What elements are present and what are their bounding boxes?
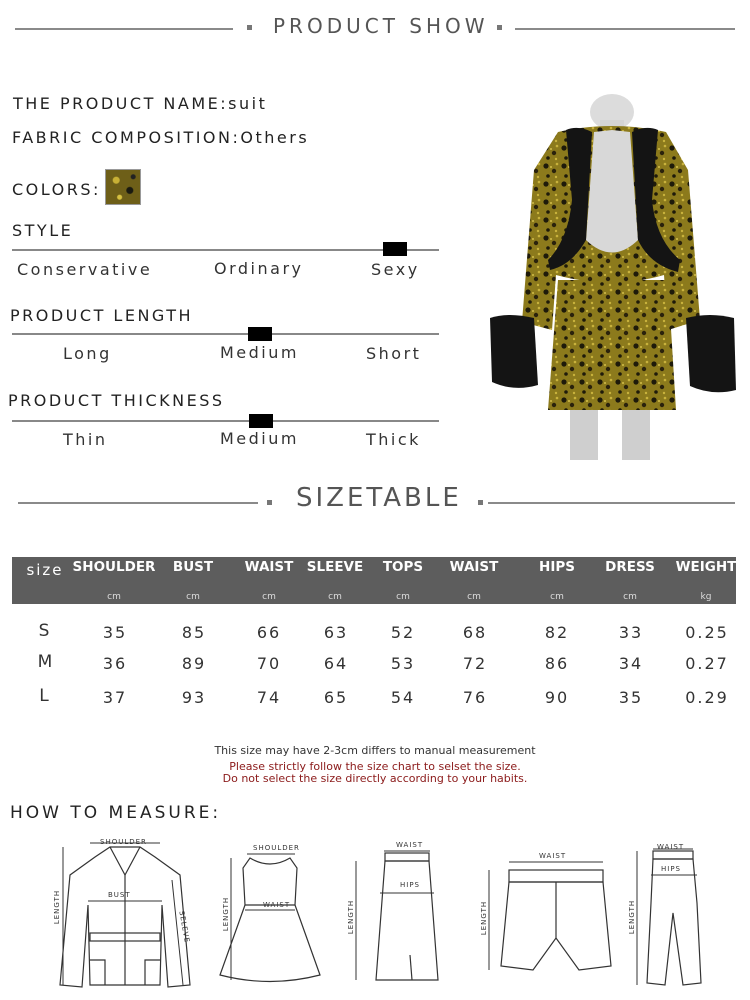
note-follow-chart: Please strictly follow the size chart to selset the size. [229,760,521,773]
table-cell: 0.29 [685,688,729,707]
table-cell: 70 [256,654,282,673]
note-measurement: This size may have 2-3cm differs to manual measurement [214,744,536,757]
sizetable-rule-left [18,502,258,504]
thickness-label: PRODUCT THICKNESS [8,391,225,410]
sizetable-title: SIZETABLE [296,483,462,513]
table-cell: 74 [256,688,282,707]
pants-waist-label: WAIST [657,843,685,851]
pants-length-label: LENGTH [628,899,637,935]
length-label: PRODUCT LENGTH [10,306,194,325]
unit-tops: cm [396,592,410,602]
unit-shoulder: cm [107,592,121,602]
table-cell: 37 [102,688,128,707]
jacket-bust-label: BUST [108,891,131,899]
style-label: STYLE [12,221,74,240]
col-header-sleeve: SLEEVE [306,559,364,575]
fabric-composition: FABRIC COMPOSITION:Others [12,128,310,147]
header-rule-left [15,28,233,30]
dress-length-label: LENGTH [222,896,231,932]
table-cell: 0.25 [685,623,729,642]
jacket-length-label: LENGTH [53,889,62,925]
col-header-waist-2: WAIST [449,559,499,575]
unit-sleeve: cm [328,592,342,602]
skirt-hips-label: HIPS [400,881,420,889]
page-title: PRODUCT SHOW [273,14,489,38]
product-photo [488,90,736,465]
header-square-left [247,25,252,30]
col-header-shoulder: SHOULDER [72,559,156,575]
thickness-option-thin: Thin [63,430,108,449]
table-cell: 82 [544,623,570,642]
table-cell: 90 [544,688,570,707]
header-square-right [497,25,502,30]
table-cell: 64 [323,654,349,673]
table-cell: 63 [323,623,349,642]
pants-diagram [625,843,715,993]
table-cell: 33 [618,623,644,642]
length-option-long: Long [63,344,112,363]
sizetable-square-right [478,500,483,505]
shorts-waist-label: WAIST [539,852,567,860]
table-cell: 52 [390,623,416,642]
table-cell: 72 [462,654,488,673]
col-header-dress: DRESS [605,559,655,575]
unit-hips: cm [550,592,564,602]
table-cell: 0.27 [685,654,729,673]
table-cell: 35 [618,688,644,707]
row-size: S [38,621,50,641]
dress-shoulder-label: SHOULDER [253,844,300,852]
skirt-waist-label: WAIST [396,841,424,849]
thickness-option-thick: Thick [366,430,421,449]
table-cell: 86 [544,654,570,673]
skirt-diagram [340,841,450,990]
col-header-tops: TOPS [382,559,424,575]
table-cell: 35 [102,623,128,642]
style-option-ordinary: Ordinary [214,259,304,278]
row-size: L [39,686,49,706]
unit-waist-2: cm [467,592,481,602]
table-cell: 65 [323,688,349,707]
col-header-weight: WEIGHT [675,559,737,575]
table-cell: 85 [181,623,207,642]
style-option-conservative: Conservative [17,260,153,279]
style-marker [383,242,407,256]
thickness-scale [12,420,439,422]
unit-dress: cm [623,592,637,602]
colors-label: COLORS: [12,180,101,199]
length-marker [248,327,272,341]
table-cell: 89 [181,654,207,673]
note-habits: Do not select the size directly according to your habits. [222,772,528,785]
jacket-sleeve-label: SELEVE [177,910,191,944]
table-cell: 68 [462,623,488,642]
length-option-short: Short [366,344,422,363]
thickness-marker [249,414,273,428]
unit-bust: cm [186,592,200,602]
dress-waist-label: WAIST [263,901,291,909]
jacket-shoulder-label: SHOULDER [100,838,147,846]
row-size: M [37,652,53,672]
header-rule-right [515,28,735,30]
size-column-header: size [26,561,64,579]
style-scale [12,249,439,251]
col-header-waist: WAIST [244,559,294,575]
table-cell: 66 [256,623,282,642]
color-swatch [105,169,141,205]
style-option-sexy: Sexy [371,260,420,279]
pants-hips-label: HIPS [661,865,681,873]
table-cell: 76 [462,688,488,707]
product-name: THE PRODUCT NAME:suit [13,94,268,113]
col-header-hips: HIPS [539,559,575,575]
unit-weight: kg [700,592,712,602]
table-cell: 34 [618,654,644,673]
shorts-length-label: LENGTH [480,900,489,936]
unit-waist: cm [262,592,276,602]
shorts-diagram [475,848,615,988]
table-cell: 54 [390,688,416,707]
skirt-length-label: LENGTH [347,899,356,935]
length-option-medium: Medium [220,343,299,362]
table-cell: 93 [181,688,207,707]
table-cell: 53 [390,654,416,673]
thickness-option-medium: Medium [220,429,299,448]
dress-diagram [215,840,325,990]
col-header-bust: BUST [172,559,214,575]
table-cell: 36 [102,654,128,673]
length-scale [12,333,439,335]
how-to-measure-title: HOW TO MEASURE: [10,803,222,823]
sizetable-square-left [267,500,272,505]
sizetable-rule-right [488,502,735,504]
jacket-diagram [50,835,200,995]
